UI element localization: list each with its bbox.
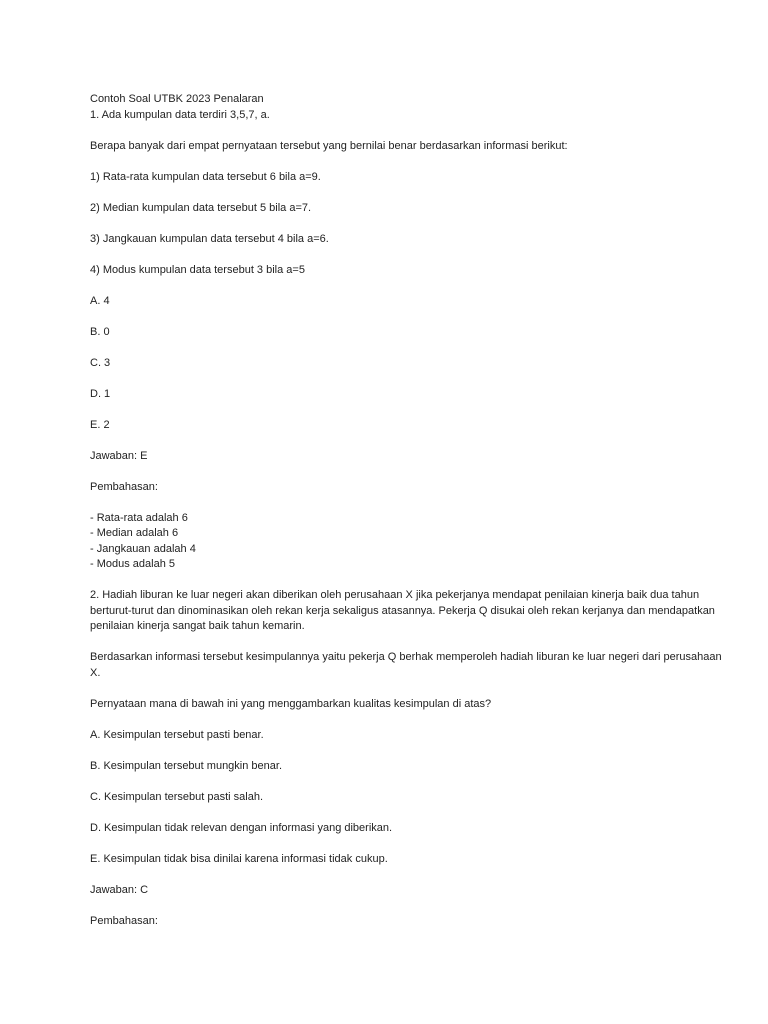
- q1-option-a: A. 4: [90, 294, 110, 307]
- q1-discussion-item: - Median adalah 6: [90, 527, 179, 539]
- q2-answer: Jawaban: C: [90, 883, 149, 896]
- q2-option-c: C. Kesimpulan tersebut pasti salah.: [90, 790, 264, 803]
- q1-statement: 4) Modus kumpulan data tersebut 3 bila a=5: [90, 263, 305, 276]
- q2-option-a: A. Kesimpulan tersebut pasti benar.: [90, 728, 264, 741]
- q2-inference: Berdasarkan informasi tersebut kesimpulannya yaitu pekerja Q berhak memperoleh hadiah liburan ke luar negeri dari perusahaan X.: [90, 651, 725, 679]
- q1-stem: 1. Ada kumpulan data terdiri 3,5,7, a.: [90, 108, 270, 121]
- q2-discussion-label: Pembahasan:: [90, 914, 158, 927]
- q1-discussion-item: - Jangkauan adalah 4: [90, 542, 196, 555]
- q1-statement: 2) Median kumpulan data tersebut 5 bila a=7.: [90, 201, 312, 214]
- q1-option-b: B. 0: [90, 325, 110, 338]
- q1-option-c: C. 3: [90, 356, 111, 369]
- q1-discussion-item: - Modus adalah 5: [90, 558, 175, 570]
- q1-answer: Jawaban: E: [90, 449, 148, 462]
- q2-option-e: E. Kesimpulan tidak bisa dinilai karena informasi tidak cukup.: [90, 852, 388, 865]
- q1-question: Berapa banyak dari empat pernyataan tersebut yang bernilai benar berdasarkan informasi berikut:: [90, 139, 568, 152]
- q2-stem: 2. Hadiah liburan ke luar negeri akan diberikan oleh perusahaan X jika pekerjanya mendapat penilaian kinerja baik dua tahun berturut-turut dan dinominasikan oleh rekan kerja sekaligus atasannya. Pekerja Q disukai oleh rekan kerjanya dan mendapatkan penilaian kinerja sangat baik tahun kemarin.: [90, 589, 718, 632]
- q2-question: Pernyataan mana di bawah ini yang menggambarkan kualitas kesimpulan di atas?: [90, 697, 492, 710]
- q1-option-d: D. 1: [90, 387, 111, 400]
- document-title: Contoh Soal UTBK 2023 Penalaran: [90, 93, 264, 105]
- q1-option-e: E. 2: [90, 418, 110, 431]
- q2-option-d: D. Kesimpulan tidak relevan dengan informasi yang diberikan.: [90, 821, 393, 834]
- document-page: [90, 92, 730, 929]
- q1-discussion-label: Pembahasan:: [90, 480, 158, 493]
- q1-statement: 1) Rata-rata kumpulan data tersebut 6 bila a=9.: [90, 170, 321, 183]
- q1-discussion-item: - Rata-rata adalah 6: [90, 511, 188, 524]
- q1-statement: 3) Jangkauan kumpulan data tersebut 4 bila a=6.: [90, 232, 329, 245]
- q2-option-b: B. Kesimpulan tersebut mungkin benar.: [90, 759, 283, 772]
